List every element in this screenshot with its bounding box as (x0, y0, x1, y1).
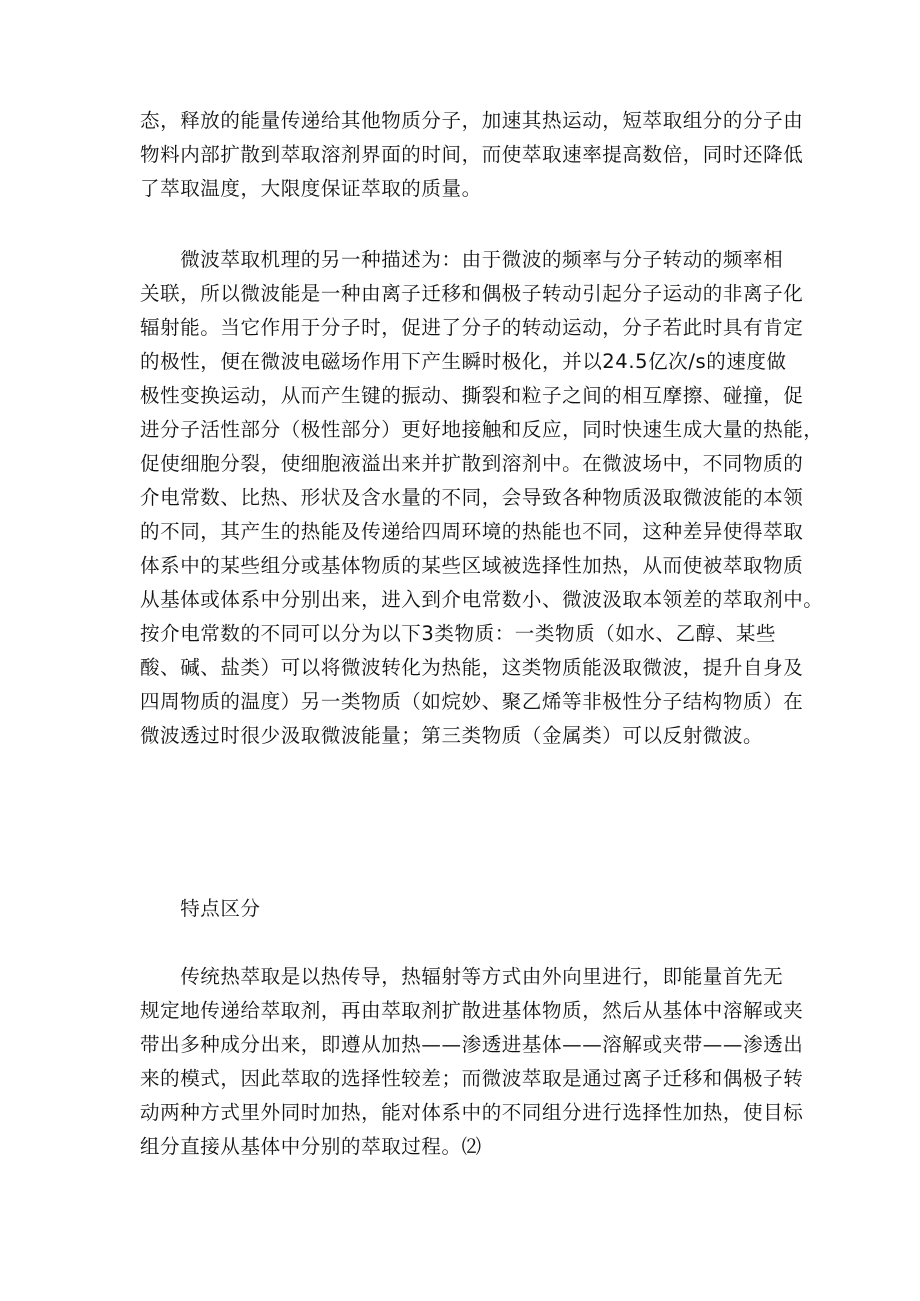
text-line: 动两种方式里外同时加热，能对体系中的不同组分进行选择性加热，使目标 (140, 1101, 804, 1124)
heading-text: 特点区分 (140, 897, 261, 920)
text-line: 按介电常数的不同可以分为以下3类物质：一类物质（如水、乙醇、某些 (140, 622, 777, 645)
text-line: 的不同，其产生的热能及传递给四周环境的热能也不同，这种差异使得萃取 (140, 520, 804, 543)
text-line: 从基体或体系中分别出来，进入到介电常数小、微波汲取本领差的萃取剂中。 (140, 588, 824, 611)
text-line: 微波萃取机理的另一种描述为：由于微波的频率与分子转动的频率相 (140, 248, 784, 271)
text-line: 来的模式，因此萃取的选择性较差；而微波萃取是通过离子迁移和偶极子转 (140, 1067, 804, 1090)
text-line: 关联，所以微波能是一种由离子迁移和偶极子转动引起分子运动的非离子化 (140, 282, 804, 305)
text-line: 辐射能。当它作用于分子时，促进了分子的转动运动，分子若此时具有肯定 (140, 316, 804, 339)
text-line: 酸、碱、盐类）可以将微波转化为热能，这类物质能汲取微波，提升自身及 (140, 656, 804, 679)
text-line: 微波透过时很少汲取微波能量；第三类物质（金属类）可以反射微波。 (140, 724, 764, 747)
text-line: 规定地传递给萃取剂，再由萃取剂扩散进基体物质，然后从基体中溶解或夹 (140, 999, 804, 1022)
text-line: 物料内部扩散到萃取溶剂界面的时间，而使萃取速率提高数倍，同时还降低 (140, 143, 804, 166)
text-line: 传统热萃取是以热传导，热辐射等方式由外向里进行，即能量首先无 (140, 965, 784, 988)
text-line: 体系中的某些组分或基体物质的某些区域被选择性加热，从而使被萃取物质 (140, 554, 804, 577)
text-line: 态，释放的能量传递给其他物质分子，加速其热运动，短萃取组分的分子由 (140, 109, 804, 132)
text-line: 带出多种成分出来，即遵从加热——渗透进基体——溶解或夹带——渗透出 (140, 1033, 804, 1056)
text-line: 极性变换运动，从而产生键的振动、撕裂和粒子之间的相互摩擦、碰撞，促 (140, 384, 804, 407)
text-line: 进分子活性部分（极性部分）更好地接触和反应，同时快速生成大量的热能， (140, 418, 824, 441)
paragraph-2 (140, 243, 824, 753)
section-heading (140, 892, 792, 926)
text-line: 的极性，便在微波电磁场作用下产生瞬时极化，并以24.5亿次/s的速度做 (140, 350, 787, 373)
paragraph-3 (140, 960, 804, 1164)
text-line: 组分直接从基体中分别的萃取过程。⑵ (140, 1135, 482, 1158)
text-line: 促使细胞分裂，使细胞液溢出来并扩散到溶剂中。在微波场中，不同物质的 (140, 452, 804, 475)
text-line: 了萃取温度，大限度保证萃取的质量。 (140, 177, 482, 200)
text-line: 介电常数、比热、形状及含水量的不同，会导致各种物质汲取微波能的本领 (140, 486, 804, 509)
text-line: 四周物质的温度）另一类物质（如烷妙、聚乙烯等非极性分子结构物质）在 (140, 690, 804, 713)
paragraph-1 (140, 104, 804, 206)
